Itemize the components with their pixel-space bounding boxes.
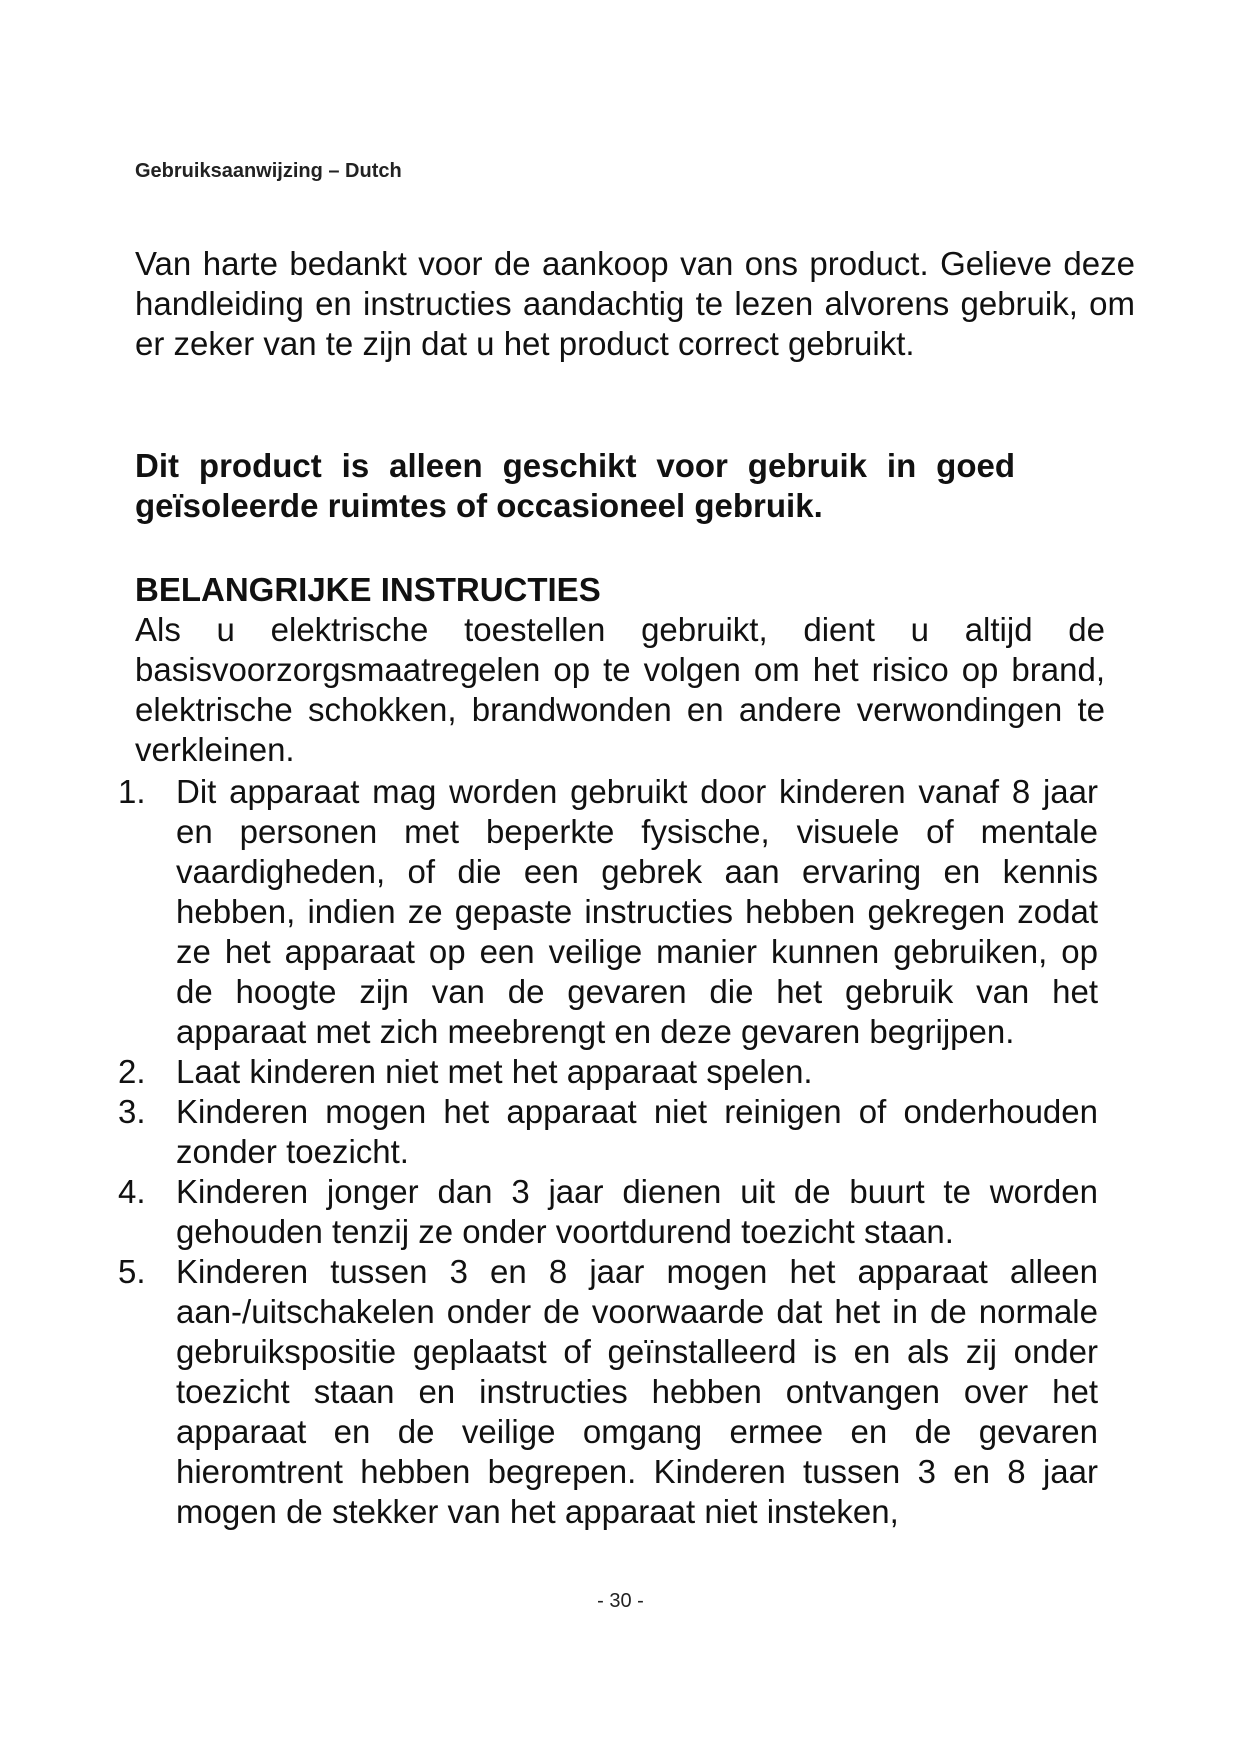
list-item bbox=[118, 1092, 1098, 1172]
list-item bbox=[118, 1172, 1098, 1252]
section-heading: BELANGRIJKE INSTRUCTIES bbox=[135, 571, 601, 608]
intro-paragraph: Van harte bedankt voor de aankoop van ons product. Gelieve deze handleiding en instructies aandachtig te lezen alvorens gebruik, om er zeker van te zijn dat u het product correct gebruikt. bbox=[135, 245, 1135, 362]
list-item-text: Kinderen jonger dan 3 jaar dienen uit de buurt te worden gehouden tenzij ze onder voortdurend toezicht staan. bbox=[176, 1173, 1098, 1250]
list-item bbox=[118, 1052, 1098, 1092]
running-header: Gebruiksaanwijzing – Dutch bbox=[135, 160, 402, 182]
list-item-number: 4. bbox=[118, 1173, 146, 1210]
list-item bbox=[118, 772, 1098, 1052]
list-item-number: 2. bbox=[118, 1053, 146, 1090]
list-item bbox=[118, 1252, 1098, 1532]
precautions-paragraph: Als u elektrische toestellen gebruikt, dient u altijd de basisvoorzorgsmaatregelen op te volgen om het risico op brand, elektrische schokken, brandwonden en andere verwondingen te verkleinen. bbox=[135, 611, 1105, 768]
list-item-number: 5. bbox=[118, 1253, 146, 1290]
list-item-text: Laat kinderen niet met het apparaat spelen. bbox=[176, 1053, 813, 1090]
list-item-text: Kinderen mogen het apparaat niet reinigen of onderhouden zonder toezicht. bbox=[176, 1093, 1098, 1170]
suitability-warning: Dit product is alleen geschikt voor gebruik in goed geïsoleerde ruimtes of occasioneel gebruik. bbox=[135, 447, 1015, 524]
list-item-number: 3. bbox=[118, 1093, 146, 1130]
instructions-list bbox=[118, 772, 1098, 1532]
page-number: - 30 - bbox=[597, 1590, 644, 1612]
list-item-text: Kinderen tussen 3 en 8 jaar mogen het apparaat alleen aan-/uitschakelen onder de voorwaarde dat het in de normale gebruikspositie geplaatst of geïnstalleerd is en als zij onder toezicht staan en instructies hebben ontvangen over het apparaat en de veilige omgang ermee en de gevaren hieromtrent hebben begrepen. Kinderen tussen 3 en 8 jaar mogen de stekker van het apparaat niet insteken, bbox=[176, 1253, 1098, 1530]
list-item-number: 1. bbox=[118, 773, 146, 810]
list-item-text: Dit apparaat mag worden gebruikt door kinderen vanaf 8 jaar en personen met beperkte fysische, visuele of mentale vaardigheden, of die een gebrek aan ervaring en kennis hebben, indien ze gepaste instructies hebben gekregen zodat ze het apparaat op een veilige manier kunnen gebruiken, op de hoogte zijn van de gevaren die het gebruik van het apparaat met zich meebrengt en deze gevaren begrijpen. bbox=[176, 773, 1098, 1050]
